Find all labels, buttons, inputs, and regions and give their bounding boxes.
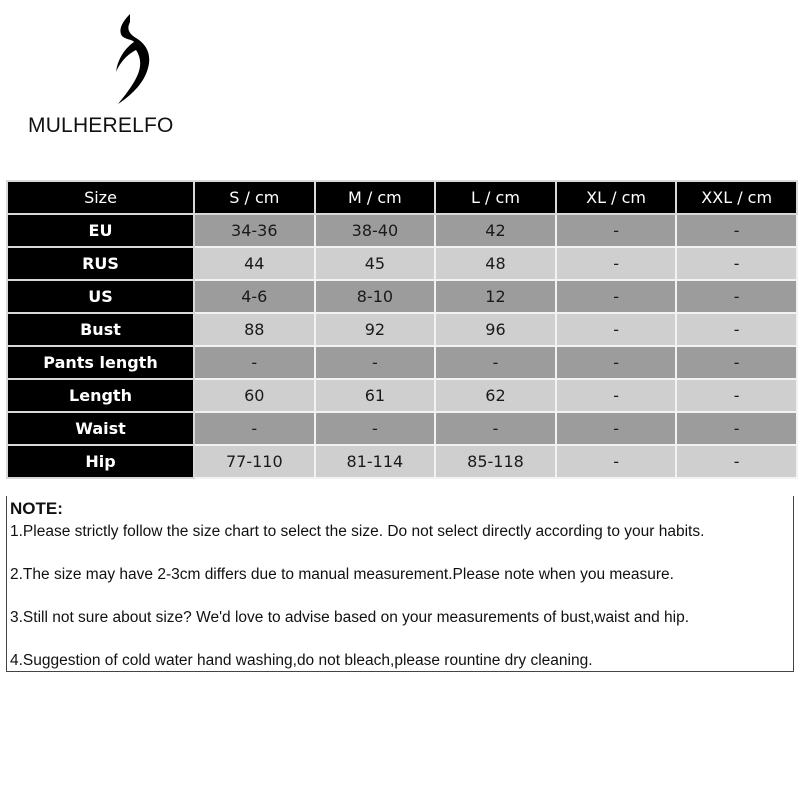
table-cell: - [556,412,677,445]
table-row-rus [7,247,797,280]
table-row-us [7,280,797,313]
row-label: Bust [7,313,194,346]
table-cell: - [676,346,797,379]
table-cell: 61 [315,379,436,412]
header-size: Size [7,181,194,214]
table-cell: - [556,214,677,247]
table-cell: 60 [194,379,315,412]
header-xl: XL / cm [556,181,677,214]
table-cell: - [556,280,677,313]
table-cell: - [194,346,315,379]
table-cell: - [676,214,797,247]
table-cell: 42 [435,214,556,247]
header-xxl: XXL / cm [676,181,797,214]
table-cell: 62 [435,379,556,412]
table-cell: - [676,280,797,313]
table-cell: 92 [315,313,436,346]
table-row-pants-length [7,346,797,379]
table-cell: - [676,412,797,445]
table-row-hip [7,445,797,478]
table-cell: 44 [194,247,315,280]
table-cell: - [676,379,797,412]
header-l: L / cm [435,181,556,214]
row-label: Pants length [7,346,194,379]
table-cell: 8-10 [315,280,436,313]
table-cell: - [435,412,556,445]
table-cell: - [194,412,315,445]
table-row-waist [7,412,797,445]
table-cell: - [556,247,677,280]
table-cell: - [676,445,797,478]
table-cell: - [676,247,797,280]
table-cell: - [435,346,556,379]
row-label: Hip [7,445,194,478]
note-line-1: 1.Please strictly follow the size chart to select the size. Do not select directly according to your habits. [10,523,705,540]
notes-title: NOTE: [10,499,63,518]
table-cell: - [315,412,436,445]
flame-figure-logo-icon [108,12,158,107]
table-cell: 12 [435,280,556,313]
table-row-eu [7,214,797,247]
table-cell: 81-114 [315,445,436,478]
note-line-3: 3.Still not sure about size? We'd love to advise based on your measurements of bust,waist and hip. [10,609,690,626]
table-cell: - [556,313,677,346]
table-cell: 96 [435,313,556,346]
size-chart-table [6,180,798,479]
row-label: RUS [7,247,194,280]
table-cell: 38-40 [315,214,436,247]
brand-logo [28,8,198,137]
table-cell: - [556,346,677,379]
table-cell: - [676,313,797,346]
table-row-bust [7,313,797,346]
table-row-length [7,379,797,412]
note-line-4: 4.Suggestion of cold water hand washing,do not bleach,please rountine dry cleaning. [10,652,593,669]
table-cell: 4-6 [194,280,315,313]
header-s: S / cm [194,181,315,214]
table-cell: 77-110 [194,445,315,478]
brand-name: MULHERELFO [28,114,174,137]
row-label: US [7,280,194,313]
notes-box [6,496,794,672]
table-cell: 34-36 [194,214,315,247]
note-line-2: 2.The size may have 2-3cm differs due to manual measurement.Please note when you measure. [10,566,674,583]
table-cell: 48 [435,247,556,280]
row-label: EU [7,214,194,247]
table-cell: - [556,445,677,478]
table-cell: 45 [315,247,436,280]
table-cell: 85-118 [435,445,556,478]
table-cell: - [315,346,436,379]
table-cell: - [556,379,677,412]
header-m: M / cm [315,181,436,214]
table-header-row [7,181,797,214]
row-label: Length [7,379,194,412]
row-label: Waist [7,412,194,445]
table-cell: 88 [194,313,315,346]
